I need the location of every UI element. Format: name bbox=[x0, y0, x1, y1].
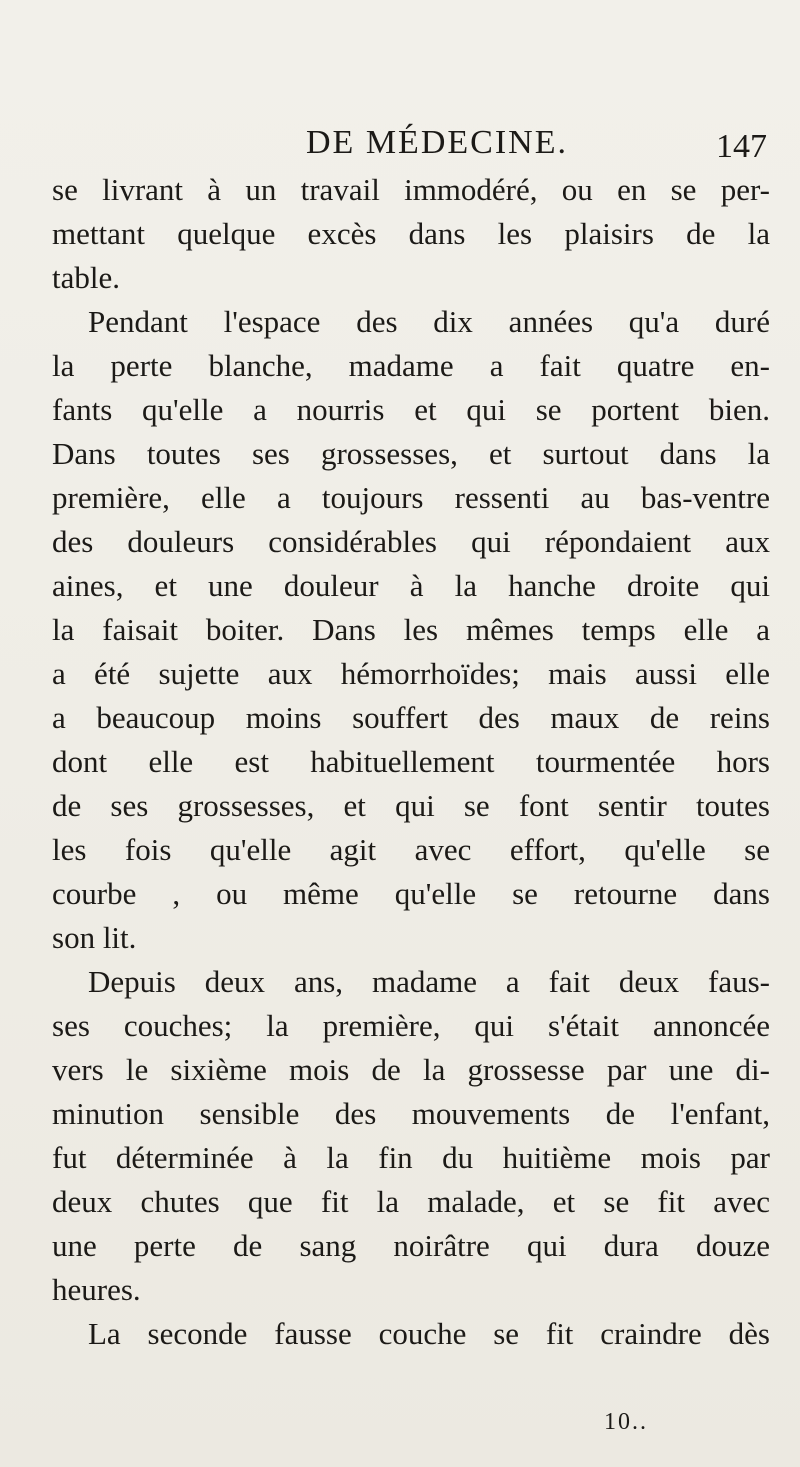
text-line: son lit. bbox=[52, 920, 137, 955]
text-line: se livrant à un travail immodéré, ou en se per- bbox=[52, 172, 770, 207]
text-line: première, elle a toujours ressenti au bas-ventre bbox=[52, 480, 770, 515]
text-line: fut déterminée à la fin du huitième mois par bbox=[52, 1140, 770, 1175]
text-line: fants qu'elle a nourris et qui se portent bien. bbox=[52, 392, 770, 427]
text-line: deux chutes que fit la malade, et se fit avec bbox=[52, 1184, 770, 1219]
text-line: aines, et une douleur à la hanche droite qui bbox=[52, 568, 770, 603]
text-line: dont elle est habituellement tourmentée hors bbox=[52, 744, 770, 779]
text-line: courbe , ou même qu'elle se retourne dans bbox=[52, 876, 770, 911]
text-line: La seconde fausse couche se fit craindre dès bbox=[88, 1316, 770, 1351]
signature-mark: 10.. bbox=[604, 1409, 648, 1435]
text-line: table. bbox=[52, 260, 120, 295]
text-line: mettant quelque excès dans les plaisirs de la bbox=[52, 216, 770, 251]
text-line: a beaucoup moins souffert des maux de reins bbox=[52, 700, 770, 735]
text-line: une perte de sang noirâtre qui dura douze bbox=[52, 1228, 770, 1263]
text-line: de ses grossesses, et qui se font sentir toutes bbox=[52, 788, 770, 823]
text-line: vers le sixième mois de la grossesse par une di- bbox=[52, 1052, 770, 1087]
text-line: minution sensible des mouvements de l'enfant, bbox=[52, 1096, 770, 1131]
text-line: heures. bbox=[52, 1272, 141, 1307]
text-line: Depuis deux ans, madame a fait deux faus- bbox=[88, 964, 770, 999]
text-line: Dans toutes ses grossesses, et surtout dans la bbox=[52, 436, 770, 471]
text-line: la perte blanche, madame a fait quatre en- bbox=[52, 348, 770, 383]
text-line: ses couches; la première, qui s'était annoncée bbox=[52, 1008, 770, 1043]
text-line: Pendant l'espace des dix années qu'a duré bbox=[88, 304, 770, 339]
text-line: les fois qu'elle agit avec effort, qu'elle se bbox=[52, 832, 770, 867]
page-number: 147 bbox=[716, 128, 767, 165]
text-line: la faisait boiter. Dans les mêmes temps elle a bbox=[52, 612, 770, 647]
text-line: des douleurs considérables qui répondaient aux bbox=[52, 524, 770, 559]
text-line: a été sujette aux hémorrhoïdes; mais aussi elle bbox=[52, 656, 770, 691]
running-head bbox=[0, 118, 800, 168]
running-title: DE MÉDECINE. bbox=[306, 124, 568, 161]
